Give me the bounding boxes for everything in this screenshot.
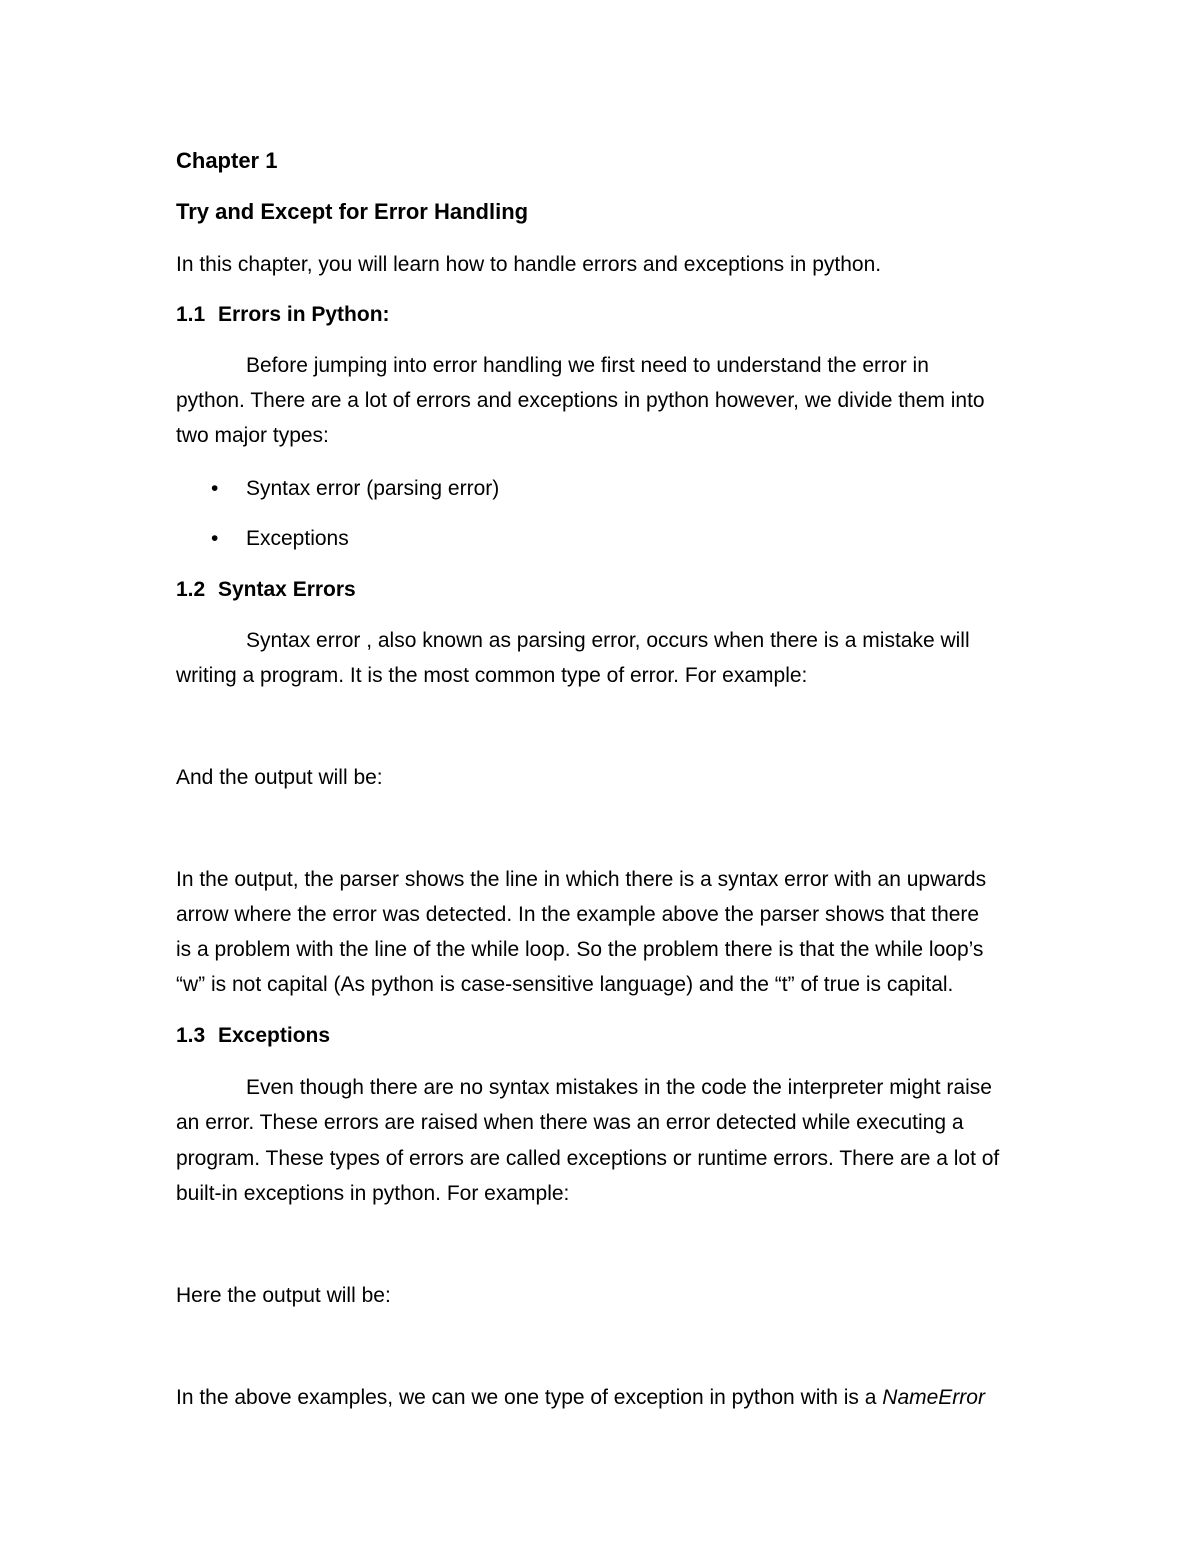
bullet-icon: • — [211, 527, 219, 550]
paragraph-line: Syntax error , also known as parsing error, occurs when there is a mistake will — [246, 629, 970, 652]
paragraph-line: Even though there are no syntax mistakes in the code the interpreter might raise — [246, 1076, 992, 1099]
section-heading-1-1 — [176, 302, 390, 328]
output-label: Here the output will be: — [176, 1284, 391, 1307]
section-number: 1.1 — [176, 303, 206, 326]
intro-paragraph: In this chapter, you will learn how to handle errors and exceptions in python. — [176, 253, 882, 276]
paragraph-line — [176, 1385, 985, 1411]
paragraph-line: Before jumping into error handling we first need to understand the error in — [246, 354, 929, 377]
output-label: And the output will be: — [176, 766, 383, 789]
section-heading-1-3 — [176, 1023, 330, 1049]
list-item: Exceptions — [246, 527, 349, 550]
paragraph-line: python. There are a lot of errors and exceptions in python however, we divide them into — [176, 389, 985, 412]
paragraph-line: built-in exceptions in python. For example: — [176, 1182, 570, 1205]
paragraph-line: two major types: — [176, 424, 329, 447]
section-number: 1.3 — [176, 1024, 206, 1047]
chapter-title: Try and Except for Error Handling — [176, 199, 529, 224]
emphasis-text: NameError — [882, 1386, 985, 1409]
section-heading-1-2 — [176, 577, 356, 603]
bullet-icon: • — [211, 477, 219, 500]
paragraph-line: writing a program. It is the most common type of error. For example: — [176, 664, 808, 687]
chapter-label: Chapter 1 — [176, 148, 278, 173]
section-title: Syntax Errors — [218, 578, 356, 601]
paragraph-line: “w” is not capital (As python is case-sensitive language) and the “t” of true is capital. — [176, 973, 954, 996]
list-item: Syntax error (parsing error) — [246, 477, 500, 500]
paragraph-line: In the output, the parser shows the line in which there is a syntax error with an upwards — [176, 868, 987, 891]
section-title: Errors in Python: — [218, 303, 390, 326]
paragraph-line: is a problem with the line of the while loop. So the problem there is that the while loop’s — [176, 938, 984, 961]
paragraph-text: In the above examples, we can we one type of exception in python with is a — [176, 1386, 877, 1409]
section-number: 1.2 — [176, 578, 206, 601]
section-title: Exceptions — [218, 1024, 331, 1047]
paragraph-line: arrow where the error was detected. In the example above the parser shows that there — [176, 903, 980, 926]
paragraph-line: an error. These errors are raised when there was an error detected while executing a — [176, 1111, 964, 1134]
paragraph-line: program. These types of errors are called exceptions or runtime errors. There are a lot of — [176, 1147, 1000, 1170]
